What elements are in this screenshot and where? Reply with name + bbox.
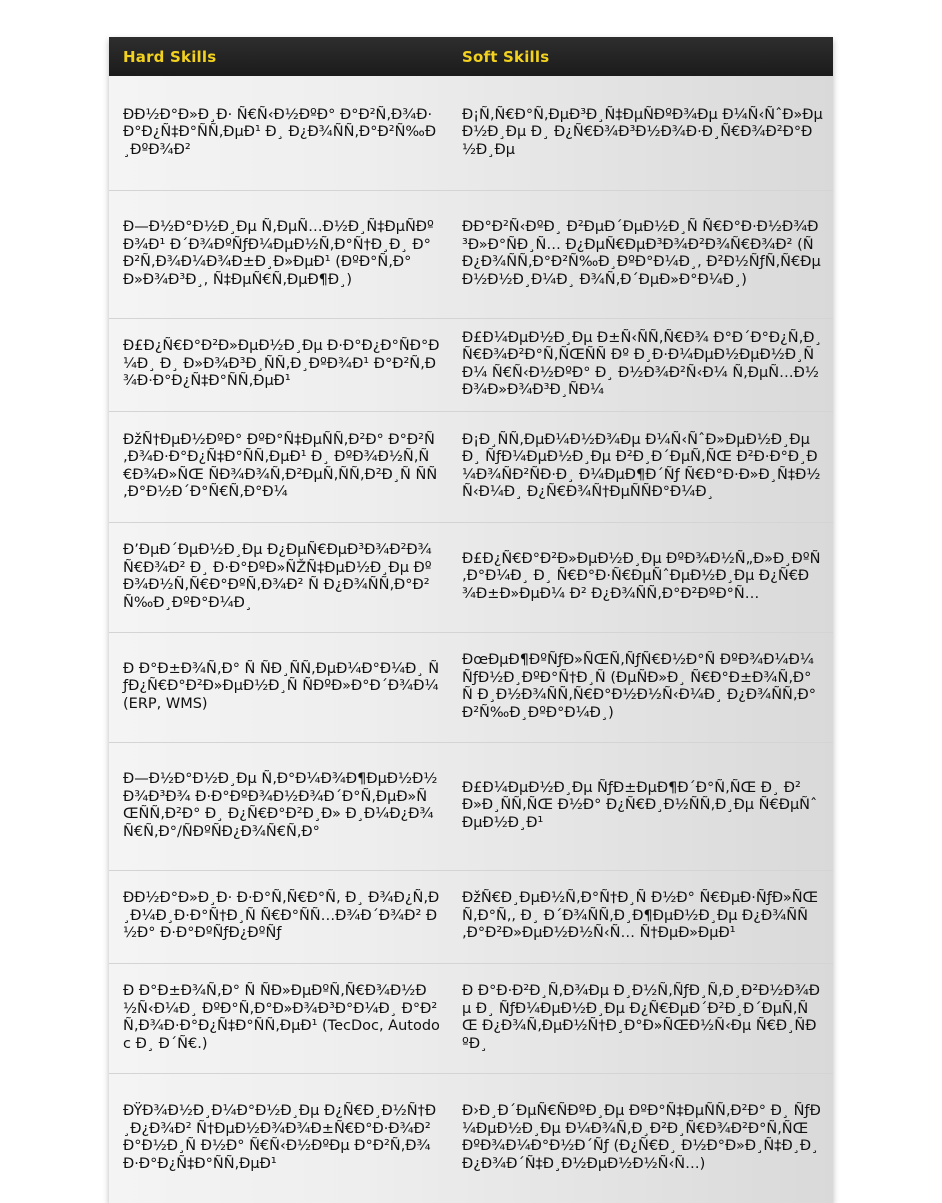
hard-skill-text: ÐÐ½Ð°Ð»Ð¸Ð· Ð·Ð°Ñ‚Ñ€Ð°Ñ‚ Ð¸ Ð¾Ð¿Ñ‚Ð¸Ð¼Ð¸Ð·Ð°Ñ†Ð¸Ñ Ñ€Ð°ÑÑ…Ð¾Ð´Ð¾Ð² Ð½Ð° Ð·Ð°ÐºÑƒÐ¿ÐºÑƒ [123, 890, 440, 942]
table-row [109, 522, 833, 632]
table-row [109, 411, 833, 522]
soft-skill-cell [448, 411, 833, 522]
hard-skill-cell [109, 870, 448, 963]
hard-skill-cell [109, 632, 448, 742]
table-body [109, 76, 833, 1203]
soft-skill-text: Ð¡Ð¸ÑÑ‚ÐµÐ¼Ð½Ð¾Ðµ Ð¼Ñ‹ÑˆÐ»ÐµÐ½Ð¸Ðµ Ð¸ ÑƒÐ¼ÐµÐ½Ð¸Ðµ Ð²Ð¸Ð´ÐµÑ‚ÑŒ Ð²Ð·Ð°Ð¸Ð¼Ð¾ÑÐ²ÑÐ·Ð¸ Ð¼ÐµÐ¶Ð´Ñƒ Ñ€Ð°Ð·Ð»Ð¸Ñ‡Ð½Ñ‹Ð¼Ð¸ Ð¿Ñ€Ð¾Ñ†ÐµÑÑÐ°Ð¼Ð¸ [462, 431, 821, 500]
hard-skill-cell [109, 963, 448, 1073]
soft-skill-cell [448, 870, 833, 963]
soft-skill-cell [448, 76, 833, 190]
soft-skill-text: Ð Ð°Ð·Ð²Ð¸Ñ‚Ð¾Ðµ Ð¸Ð½Ñ‚ÑƒÐ¸Ñ‚Ð¸Ð²Ð½Ð¾Ðµ Ð¸ ÑƒÐ¼ÐµÐ½Ð¸Ðµ Ð¿Ñ€ÐµÐ´Ð²Ð¸Ð´ÐµÑ‚ÑŒ Ð¿Ð¾Ñ‚ÐµÐ½Ñ†Ð¸Ð°Ð»ÑŒÐ½Ñ‹Ðµ Ñ€Ð¸ÑÐºÐ¸ [462, 983, 821, 1052]
table-row [109, 870, 833, 963]
hard-skill-cell [109, 742, 448, 870]
soft-skill-text: Ð›Ð¸Ð´ÐµÑ€ÑÐºÐ¸Ðµ ÐºÐ°Ñ‡ÐµÑÑ‚Ð²Ð° Ð¸ ÑƒÐ¼ÐµÐ½Ð¸Ðµ Ð¼Ð¾Ñ‚Ð¸Ð²Ð¸Ñ€Ð¾Ð²Ð°Ñ‚ÑŒ ÐºÐ¾Ð¼Ð°Ð½Ð´Ñƒ (Ð¿Ñ€Ð¸ Ð½Ð°Ð»Ð¸Ñ‡Ð¸Ð¸ Ð¿Ð¾Ð´Ñ‡Ð¸Ð½ÐµÐ½Ð½Ñ‹Ñ…) [462, 1103, 821, 1172]
table-header [109, 37, 833, 76]
soft-skill-cell [448, 190, 833, 318]
table-row [109, 190, 833, 318]
hard-skill-cell [109, 318, 448, 411]
table-row [109, 742, 833, 870]
soft-skills-header: Soft Skills [448, 37, 833, 76]
soft-skill-cell [448, 963, 833, 1073]
soft-skill-cell [448, 632, 833, 742]
hard-skill-cell [109, 76, 448, 190]
table-row [109, 963, 833, 1073]
soft-skill-text: Ð¡Ñ‚Ñ€Ð°Ñ‚ÐµÐ³Ð¸Ñ‡ÐµÑÐºÐ¾Ðµ Ð¼Ñ‹ÑˆÐ»ÐµÐ½Ð¸Ðµ Ð¸ Ð¿Ñ€Ð¾Ð³Ð½Ð¾Ð·Ð¸Ñ€Ð¾Ð²Ð°Ð½Ð¸Ðµ [462, 106, 823, 158]
table-row [109, 76, 833, 190]
soft-skill-text: Ð£Ð¿Ñ€Ð°Ð²Ð»ÐµÐ½Ð¸Ðµ ÐºÐ¾Ð½Ñ„Ð»Ð¸ÐºÑ‚Ð°Ð¼Ð¸ Ð¸ Ñ€Ð°Ð·Ñ€ÐµÑˆÐµÐ½Ð¸Ðµ Ð¿Ñ€Ð¾Ð±Ð»ÐµÐ¼ Ð² Ð¿Ð¾ÑÑ‚Ð°Ð²ÐºÐ°Ñ… [462, 550, 821, 602]
hard-skill-cell [109, 522, 448, 632]
skills-table [109, 37, 833, 1203]
soft-skill-cell [448, 318, 833, 411]
table-row [109, 318, 833, 411]
soft-skill-text: Ð£Ð¼ÐµÐ½Ð¸Ðµ Ð±Ñ‹ÑÑ‚Ñ€Ð¾ Ð°Ð´Ð°Ð¿Ñ‚Ð¸Ñ€Ð¾Ð²Ð°Ñ‚ÑŒÑÑ Ðº Ð¸Ð·Ð¼ÐµÐ½ÐµÐ½Ð¸ÑÐ¼ Ñ€Ñ‹Ð½ÐºÐ° Ð¸ Ð½Ð¾Ð²Ñ‹Ð¼ Ñ‚ÐµÑ…Ð½Ð¾Ð»Ð¾Ð³Ð¸ÑÐ¼ [462, 329, 822, 398]
soft-skill-cell [448, 522, 833, 632]
hard-skill-text: Ð—Ð½Ð°Ð½Ð¸Ðµ Ñ‚Ð°Ð¼Ð¾Ð¶ÐµÐ½Ð½Ð¾Ð³Ð¾ Ð·Ð°ÐºÐ¾Ð½Ð¾Ð´Ð°Ñ‚ÐµÐ»ÑŒÑÑ‚Ð²Ð° Ð¸ Ð¿Ñ€Ð°Ð²Ð¸Ð» Ð¸Ð¼Ð¿Ð¾Ñ€Ñ‚Ð°/ÑÐºÑÐ¿Ð¾Ñ€Ñ‚Ð° [123, 771, 438, 840]
table-row [109, 1073, 833, 1203]
table-row [109, 632, 833, 742]
hard-skill-text: Ð Ð°Ð±Ð¾Ñ‚Ð° Ñ ÑÐ¸ÑÑ‚ÐµÐ¼Ð°Ð¼Ð¸ ÑƒÐ¿Ñ€Ð°Ð²Ð»ÐµÐ½Ð¸Ñ ÑÐºÐ»Ð°Ð´Ð¾Ð¼ (ERP, WMS) [123, 660, 440, 712]
soft-skill-text: ÐœÐµÐ¶ÐºÑƒÐ»ÑŒÑ‚ÑƒÑ€Ð½Ð°Ñ ÐºÐ¾Ð¼Ð¼ÑƒÐ½Ð¸ÐºÐ°Ñ†Ð¸Ñ (ÐµÑÐ»Ð¸ Ñ€Ð°Ð±Ð¾Ñ‚Ð° Ñ Ð¸Ð½Ð¾ÑÑ‚Ñ€Ð°Ð½Ð½Ñ‹Ð¼Ð¸ Ð¿Ð¾ÑÑ‚Ð°Ð²Ñ‰Ð¸ÐºÐ°Ð¼Ð¸) [462, 652, 817, 721]
soft-skill-text: ÐÐ°Ð²Ñ‹ÐºÐ¸ Ð²ÐµÐ´ÐµÐ½Ð¸Ñ Ñ€Ð°Ð·Ð½Ð¾Ð³Ð»Ð°ÑÐ¸Ñ… Ð¿ÐµÑ€ÐµÐ³Ð¾Ð²Ð¾Ñ€Ð¾Ð² (Ñ Ð¿Ð¾ÑÑ‚Ð°Ð²Ñ‰Ð¸ÐºÐ°Ð¼Ð¸, Ð²Ð½ÑƒÑ‚Ñ€ÐµÐ½Ð½Ð¸Ð¼Ð¸ Ð¾Ñ‚Ð´ÐµÐ»Ð°Ð¼Ð¸) [462, 219, 821, 288]
hard-skill-text: Ð Ð°Ð±Ð¾Ñ‚Ð° Ñ ÑÐ»ÐµÐºÑ‚Ñ€Ð¾Ð½Ð½Ñ‹Ð¼Ð¸ ÐºÐ°Ñ‚Ð°Ð»Ð¾Ð³Ð°Ð¼Ð¸ Ð°Ð²Ñ‚Ð¾Ð·Ð°Ð¿Ñ‡Ð°ÑÑ‚ÐµÐ¹ (TecDoc, Autodoc Ð¸ Ð´Ñ€.) [123, 983, 440, 1052]
hard-skill-text: ÐŸÐ¾Ð½Ð¸Ð¼Ð°Ð½Ð¸Ðµ Ð¿Ñ€Ð¸Ð½Ñ†Ð¸Ð¿Ð¾Ð² Ñ†ÐµÐ½Ð¾Ð¾Ð±Ñ€Ð°Ð·Ð¾Ð²Ð°Ð½Ð¸Ñ Ð½Ð° Ñ€Ñ‹Ð½ÐºÐµ Ð°Ð²Ñ‚Ð¾Ð·Ð°Ð¿Ñ‡Ð°ÑÑ‚ÐµÐ¹ [123, 1103, 437, 1172]
hard-skill-cell [109, 190, 448, 318]
soft-skill-text: Ð£Ð¼ÐµÐ½Ð¸Ðµ ÑƒÐ±ÐµÐ¶Ð´Ð°Ñ‚ÑŒ Ð¸ Ð²Ð»Ð¸ÑÑ‚ÑŒ Ð½Ð° Ð¿Ñ€Ð¸Ð½ÑÑ‚Ð¸Ðµ Ñ€ÐµÑˆÐµÐ½Ð¸Ð¹ [462, 779, 818, 831]
soft-skill-cell [448, 742, 833, 870]
hard-skills-header: Hard Skills [109, 37, 448, 76]
hard-skill-text: ÐžÑ†ÐµÐ½ÐºÐ° ÐºÐ°Ñ‡ÐµÑÑ‚Ð²Ð° Ð°Ð²Ñ‚Ð¾Ð·Ð°Ð¿Ñ‡Ð°ÑÑ‚ÐµÐ¹ Ð¸ ÐºÐ¾Ð½Ñ‚Ñ€Ð¾Ð»ÑŒ ÑÐ¾Ð¾Ñ‚Ð²ÐµÑ‚ÑÑ‚Ð²Ð¸Ñ ÑÑ‚Ð°Ð½Ð´Ð°Ñ€Ñ‚Ð°Ð¼ [123, 431, 438, 500]
hard-skill-text: ÐÐ½Ð°Ð»Ð¸Ð· Ñ€Ñ‹Ð½ÐºÐ° Ð°Ð²Ñ‚Ð¾Ð·Ð°Ð¿Ñ‡Ð°ÑÑ‚ÐµÐ¹ Ð¸ Ð¿Ð¾ÑÑ‚Ð°Ð²Ñ‰Ð¸ÐºÐ¾Ð² [123, 106, 437, 158]
soft-skill-cell [448, 1073, 833, 1203]
hard-skill-cell [109, 411, 448, 522]
header-row [109, 37, 833, 76]
hard-skill-text: Ð£Ð¿Ñ€Ð°Ð²Ð»ÐµÐ½Ð¸Ðµ Ð·Ð°Ð¿Ð°ÑÐ°Ð¼Ð¸ Ð¸ Ð»Ð¾Ð³Ð¸ÑÑ‚Ð¸ÐºÐ¾Ð¹ Ð°Ð²Ñ‚Ð¾Ð·Ð°Ð¿Ñ‡Ð°ÑÑ‚ÐµÐ¹ [123, 338, 440, 390]
hard-skill-cell [109, 1073, 448, 1203]
hard-skill-text: Ð—Ð½Ð°Ð½Ð¸Ðµ Ñ‚ÐµÑ…Ð½Ð¸Ñ‡ÐµÑÐºÐ¾Ð¹ Ð´Ð¾ÐºÑƒÐ¼ÐµÐ½Ñ‚Ð°Ñ†Ð¸Ð¸ Ð°Ð²Ñ‚Ð¾Ð¼Ð¾Ð±Ð¸Ð»ÐµÐ¹ (ÐºÐ°Ñ‚Ð°Ð»Ð¾Ð³Ð¸, Ñ‡ÐµÑ€Ñ‚ÐµÐ¶Ð¸) [123, 219, 434, 288]
soft-skill-text: ÐžÑ€Ð¸ÐµÐ½Ñ‚Ð°Ñ†Ð¸Ñ Ð½Ð° Ñ€ÐµÐ·ÑƒÐ»ÑŒÑ‚Ð°Ñ‚, Ð¸ Ð´Ð¾ÑÑ‚Ð¸Ð¶ÐµÐ½Ð¸Ðµ Ð¿Ð¾ÑÑ‚Ð°Ð²Ð»ÐµÐ½Ð½Ñ‹Ñ… Ñ†ÐµÐ»ÐµÐ¹ [462, 890, 819, 942]
hard-skill-text: Ð’ÐµÐ´ÐµÐ½Ð¸Ðµ Ð¿ÐµÑ€ÐµÐ³Ð¾Ð²Ð¾Ñ€Ð¾Ð² Ð¸ Ð·Ð°ÐºÐ»ÑŽÑ‡ÐµÐ½Ð¸Ðµ ÐºÐ¾Ð½Ñ‚Ñ€Ð°ÐºÑ‚Ð¾Ð² Ñ Ð¿Ð¾ÑÑ‚Ð°Ð²Ñ‰Ð¸ÐºÐ°Ð¼Ð¸ [123, 542, 432, 611]
